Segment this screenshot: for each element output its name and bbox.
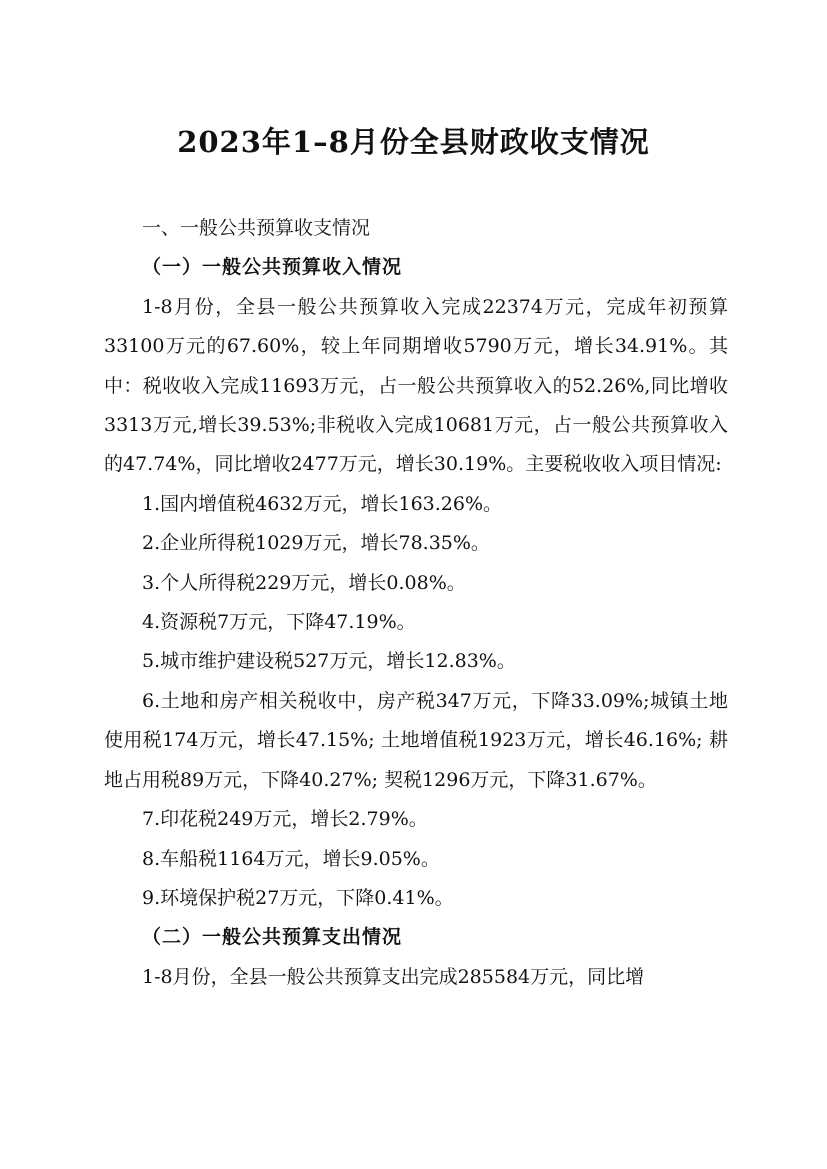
document-title: 2023年1–8月份全县财政收支情况	[177, 125, 650, 159]
paragraph-expense-summary: 1-8月份，全县一般公共预算支出完成285584万元，同比增	[142, 965, 645, 988]
tax-item-vat: 1.国内增值税4632万元，增长163.26%。	[142, 492, 503, 515]
tax-item-corporate-income: 2.企业所得税1029万元，增长78.35%。	[142, 532, 490, 555]
paragraph-income-summary: 1-8月份，全县一般公共预算收入完成22374万元，完成年初预算33100万元的67.60%，较上年同期增收5790万元，增长34.91%。其中：税收收入完成11693万元，占一般公共预算收入的52.26%,同比增收3313万元,增长39.53%;非税收入完成10681万元，占一般公共预算收入的47.74%，同比增收2477万元，增长30.19%。主要税收收入项目情况:	[104, 295, 728, 476]
tax-item-personal-income: 3.个人所得税229万元，增长0.08%。	[142, 571, 466, 594]
subsection-heading-expense: （二）一般公共预算支出情况	[142, 926, 403, 949]
tax-item-vehicle-vessel: 8.车船税1164万元，增长9.05%。	[142, 847, 440, 870]
section-heading-general-budget: 一、一般公共预算收支情况	[142, 217, 371, 239]
tax-item-stamp: 7.印花税249万元，增长2.79%。	[142, 808, 428, 831]
tax-item-land-property: 6.土地和房产相关税收中，房产税347万元，下降33.09%;城镇土地使用税174万元，增长47.15%; 土地增值税1923万元，增长46.16%; 耕地占用税89万元，下降40.27%; 契税1296万元，下降31.67%。	[104, 689, 728, 791]
subsection-heading-income: （一）一般公共预算收入情况	[142, 256, 403, 279]
document-body	[104, 209, 728, 997]
tax-item-resource: 4.资源税7万元，下降47.19%。	[142, 611, 416, 634]
tax-item-urban-maintenance: 5.城市维护建设税527万元，增长12.83%。	[142, 650, 516, 673]
tax-item-environmental: 9.环境保护税27万元，下降0.41%。	[142, 886, 454, 909]
